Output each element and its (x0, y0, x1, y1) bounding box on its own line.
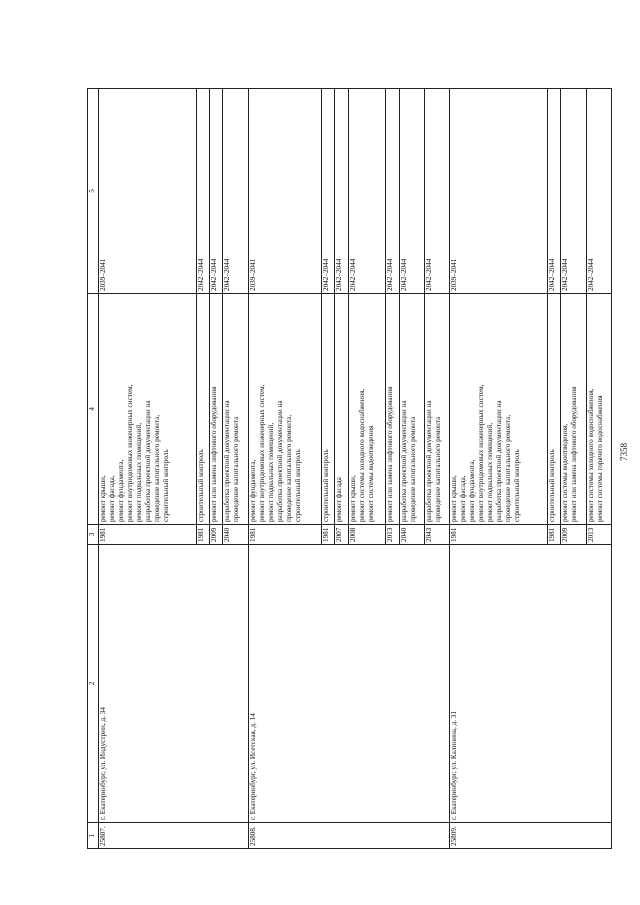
period-cell: 2042–2044 (399, 89, 424, 294)
works-cell (561, 294, 586, 525)
work-item: ремонт системы холодного водоснабжения, (586, 388, 595, 522)
work-item: строительный контроль (547, 449, 556, 522)
column-number: 5 (88, 89, 99, 294)
year-cell: 1981 (248, 525, 321, 545)
table-row (450, 89, 548, 849)
work-item: ремонт внутридомовых инженерных систем, (257, 384, 266, 522)
work-item: строительный контроль (322, 449, 331, 522)
year-cell: 2007 (335, 525, 348, 545)
year-cell: 2009 (561, 525, 586, 545)
building-address: г. Екатеринбург, ул. Индустрии, д. 34 (99, 545, 249, 823)
work-item: ремонт подвальных помещений, (486, 422, 495, 522)
period-cell: 2042–2044 (424, 89, 449, 294)
work-item: проведение капитального ремонта (232, 416, 241, 522)
work-item: разработка проектной документации на (399, 400, 408, 522)
building-number: 25809. (450, 823, 612, 849)
work-item: строительный контроль (196, 449, 205, 522)
column-number: 2 (88, 545, 99, 823)
year-cell: 1981 (547, 525, 560, 545)
period-cell: 2042–2044 (223, 89, 248, 294)
work-item: ремонт фундамента, (248, 459, 257, 522)
building-number: 25807. (99, 823, 249, 849)
work-item: разработка проектной документации на (275, 400, 284, 522)
building-number: 25808. (248, 823, 450, 849)
work-item: ремонт фасада (335, 477, 344, 522)
table-row (99, 89, 197, 849)
period-cell: 2042–2044 (586, 89, 611, 294)
year-cell: 2008 (348, 525, 385, 545)
year-cell: 2013 (386, 525, 399, 545)
works-cell (547, 294, 560, 525)
period-cell: 2039–2041 (248, 89, 321, 294)
work-item: ремонт или замена лифтового оборудования (386, 386, 395, 522)
works-cell (248, 294, 321, 525)
year-cell: 1981 (196, 525, 209, 545)
work-item: ремонт фасада, (459, 475, 468, 522)
work-item: ремонт крыши, (99, 475, 107, 522)
work-item: ремонт фундамента, (117, 459, 125, 522)
period-cell: 2042–2044 (547, 89, 560, 294)
works-cell (424, 294, 449, 525)
work-item: разработка проектной документации на (424, 400, 433, 522)
period-cell: 2042–2044 (561, 89, 586, 294)
table-row (248, 89, 321, 849)
work-item: проведение капитального ремонта, (153, 414, 161, 522)
work-item: ремонт системы холодного водоснабжения, (357, 388, 366, 522)
work-item: ремонт системы водоотведения, (561, 423, 570, 522)
work-item: строительный контроль (293, 449, 302, 522)
works-cell (196, 294, 209, 525)
work-item: проведение капитального ремонта (433, 416, 442, 522)
works-cell (99, 294, 197, 525)
period-cell: 2039–2041 (450, 89, 548, 294)
building-address: г. Екатеринбург, ул. Исетская, д. 14 (248, 545, 450, 823)
work-item: разработка проектной документации на (144, 400, 152, 522)
work-item: строительный контроль (162, 449, 170, 522)
repair-schedule-table (87, 88, 612, 849)
work-item: ремонт внутридомовых инженерных систем, (477, 384, 486, 522)
period-cell: 2042–2044 (335, 89, 348, 294)
work-item: ремонт внутридомовых инженерных систем, (126, 384, 134, 522)
work-item: строительный контроль (513, 449, 522, 522)
rotated-table-sheet (87, 89, 612, 849)
column-number: 4 (88, 294, 99, 525)
work-item: ремонт подвальных помещений, (266, 422, 275, 522)
year-cell: 2043 (424, 525, 449, 545)
column-number: 3 (88, 525, 99, 545)
work-item: ремонт или замена лифтового оборудования (209, 386, 218, 522)
work-item: проведение капитального ремонта (408, 416, 417, 522)
period-cell: 2042–2044 (209, 89, 222, 294)
works-cell (386, 294, 399, 525)
year-cell: 2009 (209, 525, 222, 545)
work-item: ремонт или замена лифтового оборудования (570, 386, 579, 522)
year-cell: 2040 (399, 525, 424, 545)
work-item: ремонт крыши, (450, 475, 459, 522)
work-item: ремонт фасада, (108, 475, 116, 522)
work-item: ремонт крыши, (348, 475, 357, 522)
work-item: ремонт системы горячего водоснабжения (595, 395, 604, 522)
works-cell (209, 294, 222, 525)
works-cell (223, 294, 248, 525)
year-cell: 1981 (99, 525, 197, 545)
column-number: 1 (88, 823, 99, 849)
work-item: проведение капитального ремонта, (284, 414, 293, 522)
period-cell: 2042–2044 (196, 89, 209, 294)
work-item: ремонт подвальных помещений, (135, 422, 143, 522)
column-number-row (88, 89, 99, 849)
works-cell (348, 294, 385, 525)
period-cell: 2042–2044 (322, 89, 335, 294)
work-item: разработка проектной документации на (495, 400, 504, 522)
period-cell: 2039–2041 (99, 89, 197, 294)
work-item: ремонт системы водоотведения (366, 425, 375, 522)
work-item: проведение капитального ремонта, (504, 414, 513, 522)
work-item: ремонт фундамента, (468, 459, 477, 522)
work-item: разработка проектной документации на (223, 400, 232, 522)
works-cell (322, 294, 335, 525)
page-number: 7358 (619, 443, 629, 461)
period-cell: 2042–2044 (386, 89, 399, 294)
period-cell: 2042–2044 (348, 89, 385, 294)
table-body (99, 89, 612, 849)
works-cell (335, 294, 348, 525)
works-cell (399, 294, 424, 525)
year-cell: 1981 (450, 525, 548, 545)
works-cell (586, 294, 611, 525)
year-cell: 2040 (223, 525, 248, 545)
year-cell: 1981 (322, 525, 335, 545)
building-address: г. Екатеринбург, ул. Калинина, д. 31 (450, 545, 612, 823)
works-cell (450, 294, 548, 525)
year-cell: 2013 (586, 525, 611, 545)
